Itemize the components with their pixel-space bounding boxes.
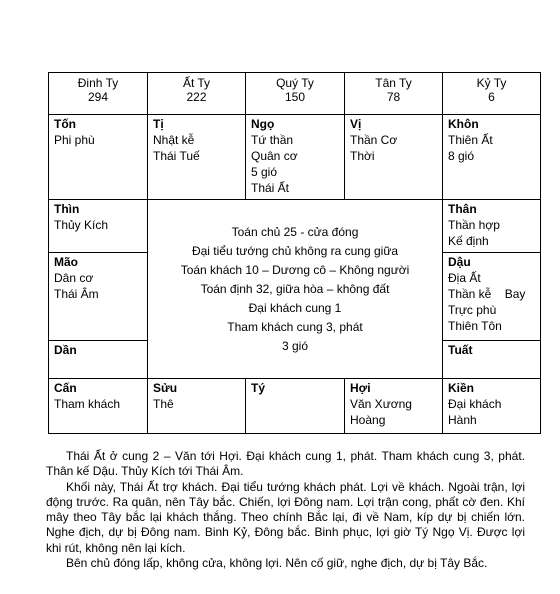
palace-khon <box>442 114 541 200</box>
palace-line: Thủy Kích <box>54 218 109 232</box>
palace-title: Khôn <box>448 117 479 131</box>
center-summary <box>147 199 443 379</box>
palace-line: Nhật kễ <box>153 133 195 147</box>
header-cell-tan-ty <box>344 72 443 115</box>
palace-kien <box>442 378 541 434</box>
palace-line: Địa Ất <box>448 271 481 285</box>
palace-line: Thiên Ất <box>448 133 493 147</box>
palace-line: 5 gió <box>251 165 278 179</box>
palace-line: Thời <box>350 149 375 163</box>
palace-line: Thần hợp <box>448 218 500 232</box>
palace-line: Kế định <box>448 234 489 248</box>
palace-title: Vị <box>350 117 362 131</box>
palace-title: Tý <box>251 381 266 395</box>
palace-grid <box>48 72 541 434</box>
center-line: Đại tiểu tướng chủ không ra cung giữa <box>191 243 399 258</box>
palace-title: Mão <box>54 255 78 269</box>
palace-line: Đại khách <box>448 397 502 411</box>
paragraph: Thái Ất ở cung 2 – Văn tới Hợi. Đại khách cung 1, phát. Tham khách cung 3, phát. Thân kế Dậu. Thủy Kích tới Thái Âm. <box>46 449 525 479</box>
palace-title: Thìn <box>54 202 80 216</box>
palace-mao <box>48 252 148 341</box>
header-cell-quy-ty <box>245 72 345 115</box>
palace-ty <box>245 378 345 434</box>
header-cell-ky-ty <box>442 72 541 115</box>
palace-line: Thái Tuế <box>153 149 200 163</box>
header-cell-dinh-ty <box>48 72 148 115</box>
palace-line: Thần kễ Bay <box>448 287 526 301</box>
paragraph: Khối này, Thái Ất trợ khách. Đại tiểu tướng khách phát. Lợi về khách. Ngoài trận, lợi động trước. Ra quân, nên Tây bắc. Chiến, lợi Đông nam. Lợi trận cong, phất cờ đen. Khí mây theo Tây bắc lại khách thắng. Theo chính Bắc lại, đi về Nam, kíp dự bị chiến lớn. Nghe địch, dự bị Đông nam. Binh Kỷ, Đông bắc. Binh phục, lợi giờ Tý Ngọ Vị. Được lợi khi rút, không nên lại kích. <box>46 479 525 555</box>
palace-line: Tứ thần <box>251 133 294 147</box>
center-line: 3 gió <box>281 338 309 353</box>
palace-dan <box>48 340 148 379</box>
center-line: Đại khách cung 1 <box>248 300 342 315</box>
palace-title: Hợi <box>350 381 371 395</box>
header-name: Quý Ty <box>276 76 314 90</box>
palace-line: Trực phù <box>448 303 497 317</box>
header-name: Tân Ty <box>375 76 412 90</box>
palace-title: Tốn <box>54 117 76 131</box>
palace-line: Hành <box>448 413 477 427</box>
palace-title: Dần <box>54 343 77 357</box>
palace-vi <box>344 114 443 200</box>
palace-than <box>442 199 541 253</box>
header-name: Kỷ Ty <box>476 76 507 90</box>
header-number: 222 <box>186 90 207 104</box>
palace-title: Tị <box>153 117 164 131</box>
palace-line: Văn Xương <box>350 397 412 411</box>
palace-line: Thần Cơ <box>350 133 398 147</box>
palace-dau <box>442 252 541 341</box>
palace-line: Thái Âm <box>54 287 99 301</box>
header-name: Đinh Ty <box>77 76 119 90</box>
palace-line: Thái Ất <box>251 181 290 195</box>
palace-title: Dậu <box>448 255 471 269</box>
paragraph: Bên chủ đóng lấp, không cửa, không lợi. Nên cố giữ, nghe địch, dự bị Tây Bắc. <box>66 556 488 571</box>
center-line: Toán định 32, giữa hòa – không đất <box>200 281 390 296</box>
palace-thin <box>48 199 148 253</box>
palace-title: Cấn <box>54 381 77 395</box>
palace-line: 8 gió <box>448 149 475 163</box>
palace-line: Thiên Tôn <box>448 319 502 333</box>
center-line: Toán khách 10 – Dương cô – Không người <box>180 262 410 277</box>
palace-tuat <box>442 340 541 379</box>
center-line: Toán chủ 25 - cửa đóng <box>231 224 359 239</box>
header-number: 6 <box>488 90 495 104</box>
palace-line: Thê <box>153 397 174 411</box>
palace-line: Phi phù <box>54 133 95 147</box>
palace-can <box>48 378 148 434</box>
center-line: Tham khách cung 3, phát <box>227 319 363 334</box>
palace-title: Tuất <box>448 343 473 357</box>
palace-title: Sửu <box>153 381 178 395</box>
commentary <box>46 449 525 571</box>
header-name: Ất Ty <box>182 76 211 90</box>
palace-line: Quân cơ <box>251 149 298 163</box>
palace-ton <box>48 114 148 200</box>
palace-suu <box>147 378 246 434</box>
header-number: 78 <box>386 90 401 104</box>
palace-ngo <box>245 114 345 200</box>
palace-line: Hoàng <box>350 413 386 427</box>
palace-hoi <box>344 378 443 434</box>
palace-title: Thân <box>448 202 477 216</box>
header-number: 150 <box>284 90 306 104</box>
palace-title: Kiền <box>448 381 475 395</box>
header-number: 294 <box>87 90 109 104</box>
palace-line: Dân cơ <box>54 271 94 285</box>
palace-ti <box>147 114 246 200</box>
palace-title: Ngọ <box>251 117 275 131</box>
header-cell-at-ty <box>147 72 246 115</box>
palace-line: Tham khách <box>54 397 121 411</box>
